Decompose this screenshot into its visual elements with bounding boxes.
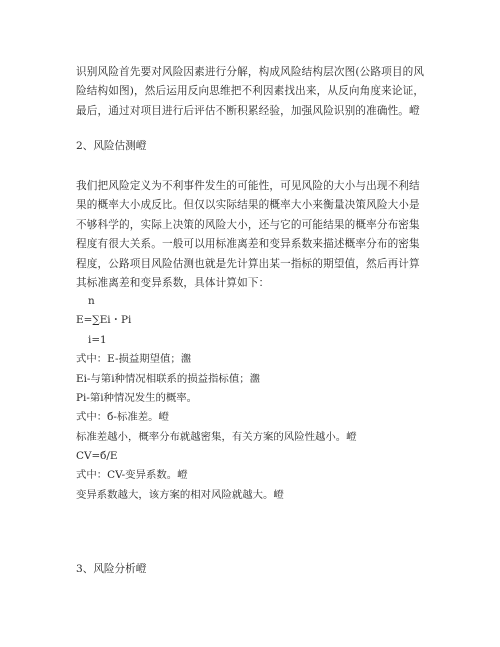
formula-expected-value: E=∑Ei・Pi — [76, 314, 132, 326]
definition-pi: Pi-第i种情况发生的概率。 — [76, 392, 198, 404]
definition-e: 式中：E-损益期望值；瀊 — [76, 353, 192, 365]
statement-cv: 变异系数越大，该方案的相对风险就越大。嶝 — [76, 489, 284, 501]
definition-cv: 式中：CV-变异系数。嶝 — [76, 469, 188, 481]
heading-risk-estimation: 2、风险估测嶝 — [76, 140, 147, 152]
definition-ei: Ei-与第i种情况相联系的损益指标值；瀊 — [76, 373, 260, 385]
definition-sigma: 式中：б-标准差。嶝 — [76, 411, 169, 423]
formula-upper-limit: n — [88, 295, 95, 307]
formula-cv: CV=б/E — [76, 450, 118, 462]
formula-lower-limit: i=1 — [88, 334, 107, 346]
paragraph-risk-identification: 识别风险首先要对风险因素进行分解，构成风险结构层次图(公路项目的风险结构如图)，然后运用反向思维把不利因素找出来，从反向角度来论证，最后，通过对项目进行后评估不断积累经验，加强风险识别的准确性。嶝 — [76, 66, 425, 117]
heading-risk-analysis: 3、风险分析嶝 — [76, 563, 147, 575]
statement-std-deviation: 标准差越小，概率分布就越密集，有关方案的风险性越小。嶝 — [76, 431, 357, 443]
paragraph-risk-definition: 我们把风险定义为不利事件发生的可能性，可见风险的大小与出现不利结果的概率大小成反比。但仅以实际结果的概率大小来衡量决策风险大小是不够科学的，实际上决策的风险大小，还与它的可能结果的概率分布密集程度有很大关系。一般可以用标准离差和变异系数来描述概率分布的密集程度，公路项目风险估测也就是先计算出某一指标的期望值，然后再计算其标准离差和变异系数，具体计算如下： — [76, 180, 420, 290]
